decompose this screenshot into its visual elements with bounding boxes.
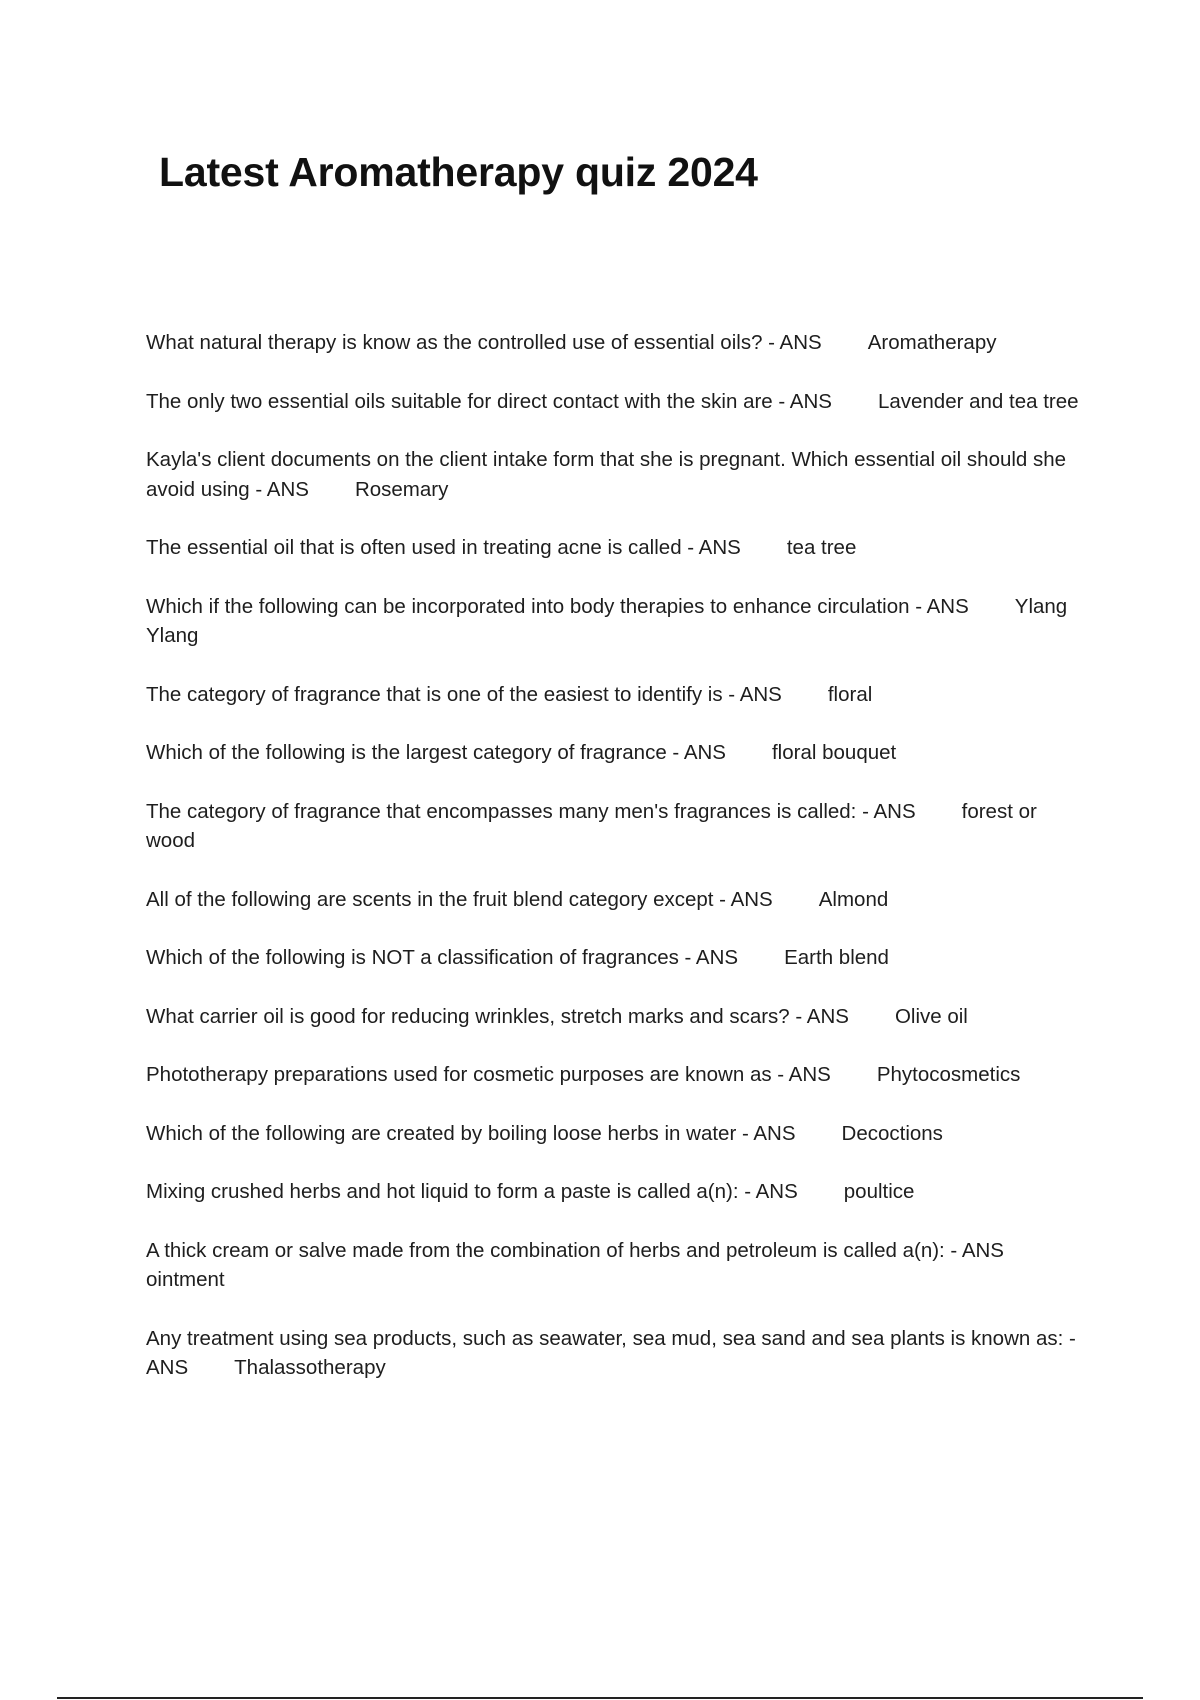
answer-text: Ylang Ylang [146,594,1068,647]
qa-item [146,592,1086,651]
answer-text: Almond [818,887,889,911]
qa-item [146,445,1086,504]
question-text: Which of the following are created by boiling loose herbs in water - ANS [146,1121,796,1145]
question-text: Which of the following is the largest category of fragrance - ANS [146,741,726,764]
answer-text: poultice [843,1180,915,1203]
qa-item [146,1177,1086,1207]
answer-text: tea tree [786,536,857,559]
question-text: The only two essential oils suitable for direct contact with the skin are - ANS [146,389,832,413]
answer-text: Aromatherapy [867,331,997,354]
question-text: Any treatment using sea products, such as seawater, sea mud, sea sand and sea plants is known as: - ANS [146,1326,1076,1379]
answer-text: Decoctions [841,1121,943,1145]
answer-text: forest or wood [146,799,1037,852]
qa-item [146,387,1086,417]
question-text: Which of the following is NOT a classification of fragrances - ANS [146,946,739,969]
qa-item [146,1002,1086,1032]
qa-item [146,328,1086,358]
answer-text: Thalassotherapy [234,1356,386,1379]
qa-list [146,328,1086,1412]
answer-text: floral bouquet [771,741,897,764]
answer-text: ointment [146,1268,225,1291]
qa-item [146,1119,1086,1149]
question-text: The category of fragrance that is one of the easiest to identify is - ANS [146,682,782,706]
question-text: Mixing crushed herbs and hot liquid to form a paste is called a(n): - ANS [146,1180,798,1203]
answer-text: Rosemary [354,477,449,501]
qa-item [146,885,1086,915]
answer-text: Olive oil [894,1004,968,1028]
question-text: The category of fragrance that encompasses many men's fragrances is called: - ANS [146,799,916,823]
question-text: Which if the following can be incorporated into body therapies to enhance circulation - ANS [146,594,969,618]
footer-divider [57,1697,1143,1699]
qa-item [146,1324,1086,1383]
qa-item [146,680,1086,710]
question-text: All of the following are scents in the fruit blend category except - ANS [146,887,773,911]
question-text: What carrier oil is good for reducing wrinkles, stretch marks and scars? - ANS [146,1004,849,1028]
qa-item [146,1236,1086,1295]
question-text: The essential oil that is often used in treating acne is called - ANS [146,536,741,559]
qa-item [146,1060,1086,1090]
answer-text: Phytocosmetics [876,1063,1021,1086]
page-title: Latest Aromatherapy quiz 2024 [159,149,758,195]
answer-text: floral [827,682,873,706]
answer-text: Earth blend [784,946,889,969]
question-text: What natural therapy is know as the controlled use of essential oils? - ANS [146,331,822,354]
question-text: A thick cream or salve made from the combination of herbs and petroleum is called a(n): - ANS [146,1238,1004,1262]
qa-item [146,738,1086,768]
question-text: Kayla's client documents on the client intake form that she is pregnant. Which essential oil should she avoid using - ANS [146,448,1067,501]
qa-item [146,943,1086,973]
answer-text: Lavender and tea tree [877,389,1079,413]
question-text: Phototherapy preparations used for cosmetic purposes are known as - ANS [146,1063,831,1086]
qa-item [146,797,1086,856]
qa-item [146,533,1086,563]
